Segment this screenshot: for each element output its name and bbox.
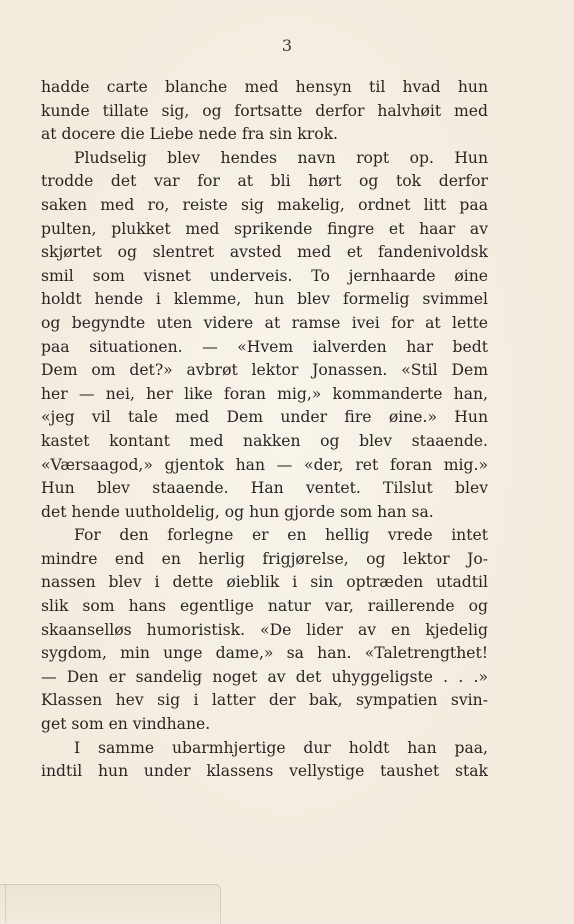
text-line: — Den er sandelig noget av det uhyggeligste . . .» [41, 667, 488, 686]
text-line: mindre end en herlig frigjørelse, og lektor Jo- [41, 549, 488, 568]
text-line: saken med ro, reiste sig makelig, ordnet litt paa [41, 195, 488, 214]
text-line: paa situationen. — «Hvem ialverden har bedt [41, 337, 488, 356]
text-line: og begyndte uten videre at ramse ivei for at lette [41, 313, 488, 332]
text-line: her — nei, her like foran mig,» kommanderte han, [41, 384, 488, 403]
text-line: pulten, plukket med sprikende fingre et haar av [41, 219, 488, 238]
text-line: holdt hende i klemme, hun blev formelig svimmel [41, 290, 488, 309]
text-line: trodde det var for at bli hørt og tok derfor [41, 172, 488, 191]
text-line: at docere die Liebe nede fra sin krok. [41, 125, 338, 144]
text-line: kunde tillate sig, og fortsatte derfor halvhøit med [41, 101, 488, 120]
page-number: 3 [281, 36, 293, 55]
text-line: skjørtet og slentret avsted med et fandenivoldsk [41, 243, 488, 262]
text-line: slik som hans egentlige natur var, raillerende og [41, 597, 488, 616]
text-line: Dem om det?» avbrøt lektor Jonassen. «Stil Dem [41, 361, 488, 380]
text-line: «jeg vil tale med Dem under fire øine.» Hun [41, 408, 488, 427]
text-line: For den forlegne er en hellig vrede intet [74, 526, 488, 545]
text-line: nassen blev i dette øieblik i sin optræden utadtil [41, 573, 488, 592]
text-line: Klassen hev sig i latter der bak, sympatien svin- [41, 691, 488, 710]
text-line: skaanselløs humoristisk. «De lider av en kjedelig [41, 620, 488, 639]
text-line: get som en vindhane. [41, 715, 211, 734]
text-line: Hun blev staaende. Han ventet. Tilslut blev [41, 479, 488, 498]
text-line: kastet kontant med nakken og blev staaende. [41, 431, 488, 450]
body-text [41, 76, 488, 784]
text-line: smil som visnet underveis. To jernhaarde øine [41, 266, 488, 285]
text-line: det hende uutholdelig, og hun gjorde som han sa. [41, 502, 434, 521]
text-line: hadde carte blanche med hensyn til hvad hun [41, 78, 488, 96]
page-fold-edge [5, 884, 6, 923]
text-line: «Værsaagod,» gjentok han — «der, ret foran mig.» [41, 455, 488, 474]
text-line: indtil hun under klassens vellystige taushet stak [41, 762, 488, 781]
page-fold-mark [0, 884, 221, 924]
text-line: I samme ubarmhjertige dur holdt han paa, [74, 738, 488, 757]
text-line: sygdom, min unge dame,» sa han. «Taletrengthet! [41, 644, 488, 663]
text-line: Pludselig blev hendes navn ropt op. Hun [74, 148, 488, 167]
